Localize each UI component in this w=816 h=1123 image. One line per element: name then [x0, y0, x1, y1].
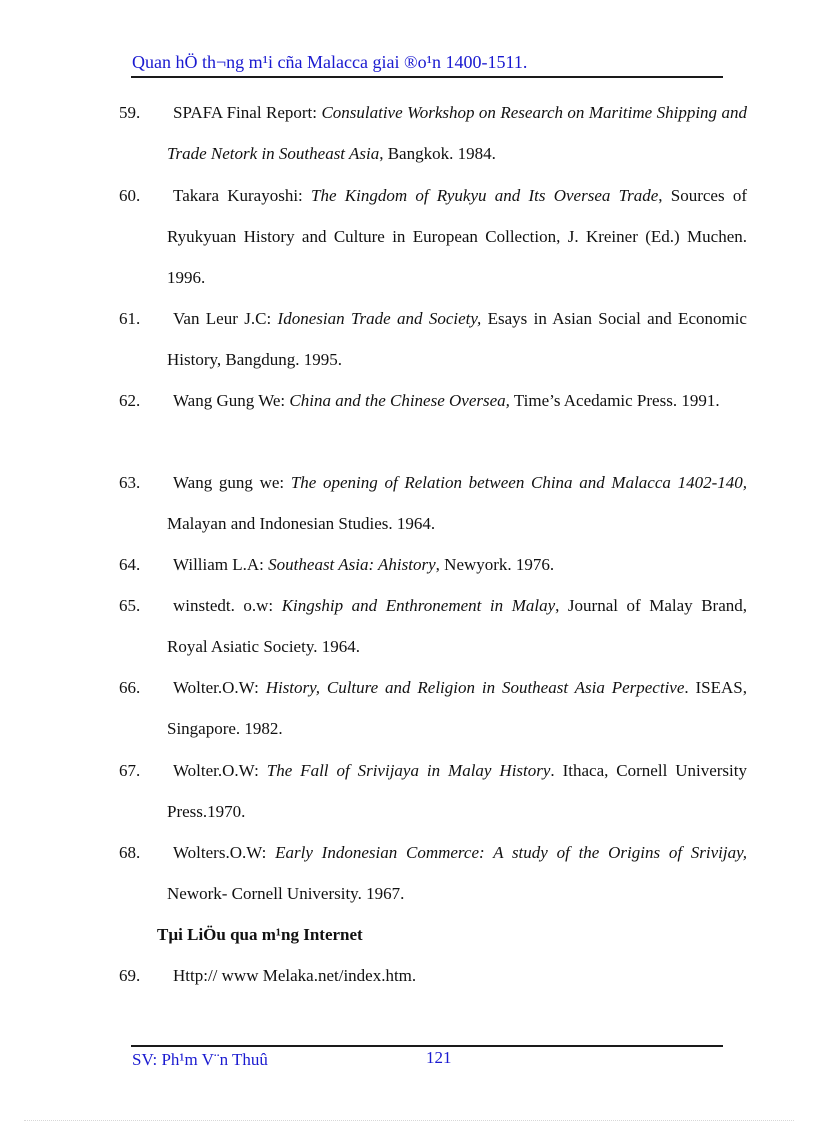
reference-author: Wolters.O.W:: [173, 843, 276, 862]
reference-author: Wolter.O.W:: [173, 761, 267, 780]
reference-publication: . ISEAS, Singapore. 1982.: [167, 678, 747, 738]
reference-work-title: History, Culture and Religion in Southeast Asia Perpective: [265, 678, 685, 697]
footer-student-name: SV: Ph¹m V¨n Thuû: [132, 1050, 268, 1069]
reference-work-title: China and the Chinese Oversea,: [289, 391, 510, 410]
reference-61: [119, 298, 747, 380]
reference-number: 64.: [119, 555, 141, 574]
reference-60: [119, 175, 747, 298]
reference-number: 65.: [119, 596, 141, 615]
reference-work-title: Consulative Workshop on Research on Maritime Shipping and Trade Netork in Southeast Asia: [167, 103, 747, 163]
reference-author: Takara Kurayoshi:: [173, 186, 312, 205]
reference-number: 68.: [119, 843, 141, 862]
footer-divider: [131, 1045, 723, 1047]
reference-66: [119, 667, 747, 749]
reference-work-title: Early Indonesian Commerce: A study of the Origins of Srivijay,: [275, 843, 747, 862]
reference-work-title: Idonesian Trade and Society,: [277, 309, 482, 328]
section-heading-internet-sources: Tµi LiÖu qua m¹ng Internet: [157, 925, 363, 944]
reference-62: [119, 380, 747, 421]
reference-publication: Malayan and Indonesian Studies. 1964.: [167, 514, 436, 533]
reference-publication: , Sources of Ryukyuan History and Culture in European Collection, J. Kreiner (Ed.) Muchen. 1996.: [167, 186, 747, 287]
reference-number: 60.: [119, 186, 141, 205]
reference-publication: , Journal of Malay Brand, Royal Asiatic Society. 1964.: [167, 596, 747, 656]
page-number: 121: [426, 1048, 452, 1067]
reference-author: SPAFA Final Report:: [173, 103, 322, 122]
reference-work-title: Southeast Asia: Ahistory: [268, 555, 436, 574]
reference-url: Http:// www Melaka.net/index.htm.: [173, 966, 417, 985]
reference-author: William L.A:: [173, 555, 269, 574]
reference-number: 61.: [119, 309, 141, 328]
reference-work-title: Kingship and Enthronement in Malay: [281, 596, 556, 615]
reference-work-title: The Kingdom of Ryukyu and Its Oversea Trade: [311, 186, 659, 205]
reference-number: 69.: [119, 966, 141, 985]
reference-number: 63.: [119, 473, 141, 492]
reference-number: 66.: [119, 678, 141, 697]
reference-number: 67.: [119, 761, 141, 780]
reference-work-title: The Fall of Srivijaya in Malay History: [266, 761, 551, 780]
reference-publication: . Ithaca, Cornell University Press.1970.: [167, 761, 747, 821]
reference-author: Van Leur J.C:: [173, 309, 278, 328]
reference-author: Wolter.O.W:: [173, 678, 266, 697]
reference-65: [119, 585, 747, 667]
reference-68: [119, 832, 747, 914]
reference-64: [119, 544, 747, 585]
reference-69: [119, 955, 747, 996]
reference-author: winstedt. o.w:: [173, 596, 282, 615]
reference-63: [119, 462, 747, 544]
reference-publication: , Bangkok. 1984.: [379, 144, 496, 163]
reference-publication: Nework- Cornell University. 1967.: [167, 884, 405, 903]
reference-publication: Time’s Acedamic Press. 1991.: [509, 391, 720, 410]
reference-publication: Esays in Asian Social and Economic History, Bangdung. 1995.: [167, 309, 747, 369]
header-divider: [131, 76, 723, 78]
reference-work-title: The opening of Relation between China and Malacca 1402-140,: [290, 473, 747, 492]
reference-59: [119, 92, 747, 174]
reference-author: Wang Gung We:: [173, 391, 290, 410]
page-edge-dotted-line: [24, 1120, 794, 1121]
reference-publication: , Newyork. 1976.: [435, 555, 555, 574]
reference-67: [119, 750, 747, 832]
reference-number: 59.: [119, 103, 141, 122]
reference-author: Wang gung we:: [173, 473, 291, 492]
running-header-title: Quan hÖ th¬ng m¹i cña Malacca giai ®o¹n 1400-1511.: [132, 52, 528, 72]
reference-number: 62.: [119, 391, 141, 410]
